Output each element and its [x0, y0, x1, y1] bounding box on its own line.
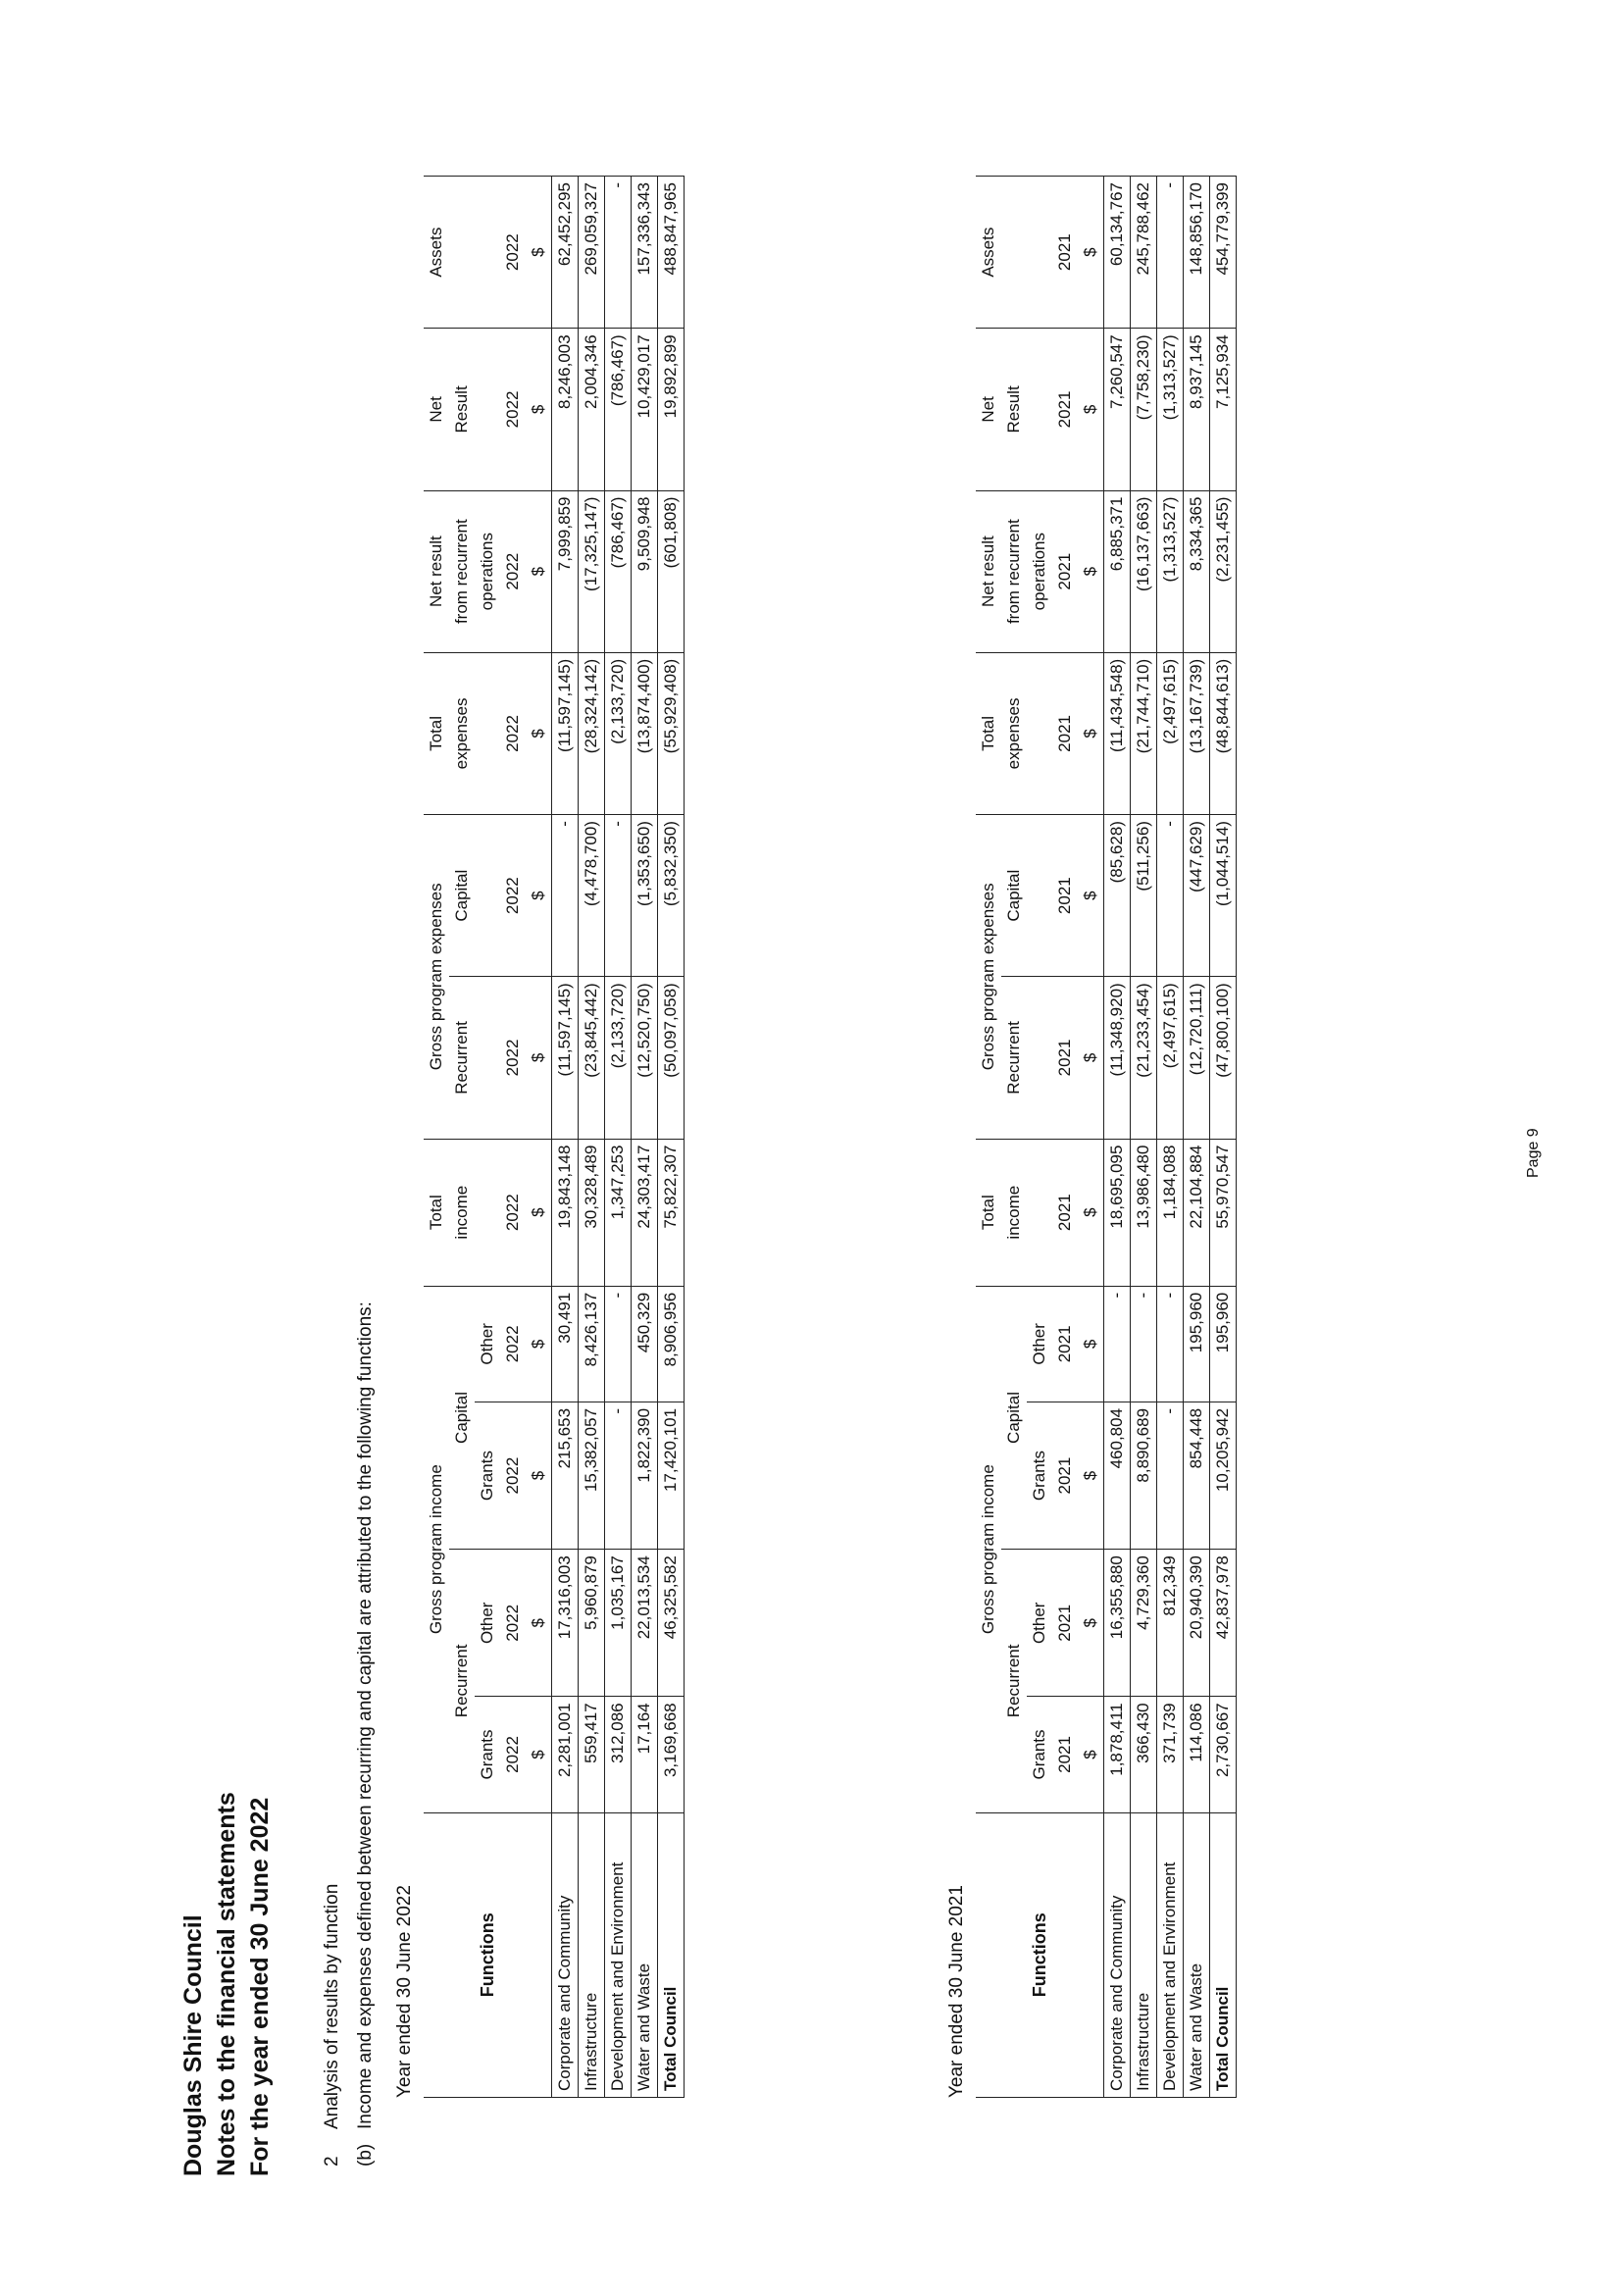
value-cell-nrr: (601,808) [658, 490, 685, 652]
value-cell-as: - [605, 177, 632, 329]
value-cell-ti: 1,184,088 [1157, 1139, 1184, 1286]
assets-subheader-blank [449, 177, 475, 329]
expenses-recurrent-header: Recurrent [1001, 977, 1027, 1139]
doc-period: For the year ended 30 June 2022 [246, 1797, 274, 2176]
value-cell-nr: (786,467) [605, 329, 632, 490]
value-cell-te: (13,167,739) [1184, 652, 1210, 814]
currency-header: $ [1078, 815, 1104, 977]
subsection-text: Income and expenses defined between recurring and capital are attributed to the following functions: [355, 1301, 376, 2129]
currency-header: $ [1078, 977, 1104, 1139]
other-subheader-1: Other [1027, 1550, 1052, 1697]
year-header: 2022 [500, 1286, 526, 1402]
value-cell-co: 195,960 [1210, 1286, 1237, 1402]
value-cell-as: 245,788,462 [1131, 177, 1157, 329]
value-cell-ti: 30,328,489 [579, 1139, 605, 1286]
value-cell-cg: 15,382,057 [579, 1402, 605, 1549]
value-cell-er: (2,497,615) [1157, 977, 1184, 1139]
function-name: Corporate and Community [1104, 1812, 1131, 2097]
net-result-recurrent-header: Net result [424, 490, 449, 652]
total-row [658, 177, 685, 2098]
function-name: Corporate and Community [552, 1812, 579, 2097]
expenses-subheader: expenses [449, 652, 475, 814]
total-row [1210, 177, 1237, 2098]
page-number: Page 9 [1525, 1128, 1542, 1178]
value-cell-ro: 42,837,978 [1210, 1550, 1237, 1697]
total-income-header: Total [976, 1139, 1001, 1286]
value-cell-co: 8,906,956 [658, 1286, 685, 1402]
value-cell-ti: 55,970,547 [1210, 1139, 1237, 1286]
blank-subheader [1027, 177, 1052, 329]
function-name: Development and Environment [605, 1812, 632, 2097]
table-row [1157, 177, 1184, 2098]
value-cell-rg: 312,086 [605, 1697, 632, 1812]
subsection-letter: (b) [355, 2143, 376, 2167]
blank-subheader [1027, 652, 1052, 814]
value-cell-ti: 1,347,253 [605, 1139, 632, 1286]
assets-header: Assets [976, 177, 1001, 329]
currency-header: $ [1078, 1697, 1104, 1812]
results-table-2022 [424, 176, 685, 2098]
value-cell-ti: 13,986,480 [1131, 1139, 1157, 1286]
currency-header: $ [526, 490, 552, 652]
value-cell-ro: 1,035,167 [605, 1550, 632, 1697]
blank-subheader [1027, 329, 1052, 490]
year-header: 2022 [500, 1550, 526, 1697]
value-cell-te: (48,844,613) [1210, 652, 1237, 814]
currency-header: $ [526, 1550, 552, 1697]
income-capital-header: Capital [449, 1286, 475, 1549]
net-result-header: Net [976, 329, 1001, 490]
table-row [605, 177, 632, 2098]
value-cell-cg: 8,890,689 [1131, 1402, 1157, 1549]
value-cell-nrr: 8,334,365 [1184, 490, 1210, 652]
currency-header: $ [526, 815, 552, 977]
value-cell-cg: 215,653 [552, 1402, 579, 1549]
result-subheader: Result [1001, 329, 1027, 490]
value-cell-er: (47,800,100) [1210, 977, 1237, 1139]
gross-income-header: Gross program income [976, 1286, 1001, 1812]
function-name: Water and Waste [632, 1812, 658, 2097]
functions-header: Functions [424, 1812, 552, 2097]
value-cell-rg: 114,086 [1184, 1697, 1210, 1812]
value-cell-nrr: (786,467) [605, 490, 632, 652]
table-2021-caption: Year ended 30 June 2021 [946, 1885, 967, 2098]
function-name: Infrastructure [1131, 1812, 1157, 2097]
value-cell-ti: 19,843,148 [552, 1139, 579, 1286]
section-heading [316, 1301, 382, 2167]
value-cell-rg: 1,878,411 [1104, 1697, 1131, 1812]
blank-subheader [475, 815, 500, 977]
value-cell-ec: - [605, 815, 632, 977]
value-cell-nr: 19,892,899 [658, 329, 685, 490]
currency-header: $ [1078, 652, 1104, 814]
value-cell-co: 195,960 [1184, 1286, 1210, 1402]
currency-header: $ [1078, 1550, 1104, 1697]
value-cell-te: (55,929,408) [658, 652, 685, 814]
value-cell-te: (11,597,145) [552, 652, 579, 814]
value-cell-ec: - [552, 815, 579, 977]
value-cell-rg: 3,169,668 [658, 1697, 685, 1812]
value-cell-as: 60,134,767 [1104, 177, 1131, 329]
grants-subheader-2: Grants [1027, 1402, 1052, 1549]
value-cell-nrr: (17,325,147) [579, 490, 605, 652]
value-cell-ec: - [1157, 815, 1184, 977]
year-header: 2021 [1052, 1402, 1078, 1549]
grants-subheader-0: Grants [475, 1697, 500, 1812]
year-header: 2022 [500, 1402, 526, 1549]
year-header: 2021 [1052, 490, 1078, 652]
value-cell-as: 269,059,327 [579, 177, 605, 329]
table-row [552, 177, 579, 2098]
value-cell-as: 148,856,170 [1184, 177, 1210, 329]
expenses-capital-header: Capital [449, 815, 475, 977]
value-cell-te: (28,324,142) [579, 652, 605, 814]
year-header: 2022 [500, 177, 526, 329]
table-row [1131, 177, 1157, 2098]
value-cell-er: (21,233,454) [1131, 977, 1157, 1139]
value-cell-te: (2,133,720) [605, 652, 632, 814]
currency-header: $ [1078, 490, 1104, 652]
value-cell-ro: 17,316,003 [552, 1550, 579, 1697]
year-header: 2021 [1052, 1697, 1078, 1812]
value-cell-cg: 1,822,390 [632, 1402, 658, 1549]
value-cell-ec: (1,044,514) [1210, 815, 1237, 977]
table-row [1104, 177, 1131, 2098]
function-name: Total Council [658, 1812, 685, 2097]
year-header: 2022 [500, 329, 526, 490]
value-cell-co: 450,329 [632, 1286, 658, 1402]
income-subheader: income [1001, 1139, 1027, 1286]
blank-subheader [475, 977, 500, 1139]
year-header: 2021 [1052, 815, 1078, 977]
year-header: 2022 [500, 652, 526, 814]
year-header: 2021 [1052, 1550, 1078, 1697]
value-cell-as: 488,847,965 [658, 177, 685, 329]
net-result-header: Net [424, 329, 449, 490]
total-expenses-header: Total [976, 652, 1001, 814]
year-header: 2021 [1052, 1139, 1078, 1286]
value-cell-ec: (511,256) [1131, 815, 1157, 977]
table-row [1184, 177, 1210, 2098]
gross-income-header: Gross program income [424, 1286, 449, 1812]
year-header: 2021 [1052, 177, 1078, 329]
currency-header: $ [1078, 329, 1104, 490]
year-header: 2022 [500, 977, 526, 1139]
blank-subheader [1027, 1139, 1052, 1286]
income-recurrent-header: Recurrent [449, 1550, 475, 1812]
value-cell-nrr: 7,999,859 [552, 490, 579, 652]
value-cell-ro: 4,729,360 [1131, 1550, 1157, 1697]
value-cell-er: (11,597,145) [552, 977, 579, 1139]
functions-header: Functions [976, 1812, 1104, 2097]
value-cell-nrr: (1,313,527) [1157, 490, 1184, 652]
assets-subheader-blank [1001, 177, 1027, 329]
value-cell-co: 30,491 [552, 1286, 579, 1402]
value-cell-co: - [1104, 1286, 1131, 1402]
value-cell-nrr: (16,137,663) [1131, 490, 1157, 652]
other-subheader-3: Other [1027, 1286, 1052, 1402]
grants-subheader-2: Grants [475, 1402, 500, 1549]
value-cell-te: (2,497,615) [1157, 652, 1184, 814]
value-cell-as: - [1157, 177, 1184, 329]
value-cell-as: 62,452,295 [552, 177, 579, 329]
expenses-recurrent-header: Recurrent [449, 977, 475, 1139]
currency-header: $ [1078, 1139, 1104, 1286]
currency-header: $ [1078, 1286, 1104, 1402]
table-row [632, 177, 658, 2098]
currency-header: $ [526, 652, 552, 814]
value-cell-rg: 366,430 [1131, 1697, 1157, 1812]
function-name: Infrastructure [579, 1812, 605, 2097]
currency-header: $ [526, 1697, 552, 1812]
value-cell-ti: 24,303,417 [632, 1139, 658, 1286]
value-cell-er: (50,097,058) [658, 977, 685, 1139]
results-table-2021 [976, 176, 1237, 2098]
grants-subheader-0: Grants [1027, 1697, 1052, 1812]
value-cell-rg: 2,281,001 [552, 1697, 579, 1812]
expenses-capital-header: Capital [1001, 815, 1027, 977]
value-cell-cg: 460,804 [1104, 1402, 1131, 1549]
from-recurrent-subheader: from recurrent [449, 490, 475, 652]
operations-subheader: operations [475, 490, 500, 652]
value-cell-nrr: 6,885,371 [1104, 490, 1131, 652]
total-income-header: Total [424, 1139, 449, 1286]
value-cell-er: (12,720,111) [1184, 977, 1210, 1139]
value-cell-ec: (1,353,650) [632, 815, 658, 977]
currency-header: $ [1078, 1402, 1104, 1549]
year-header: 2022 [500, 1697, 526, 1812]
value-cell-co: 8,426,137 [579, 1286, 605, 1402]
value-cell-ro: 16,355,880 [1104, 1550, 1131, 1697]
value-cell-cg: - [605, 1402, 632, 1549]
value-cell-rg: 371,739 [1157, 1697, 1184, 1812]
year-header: 2022 [500, 815, 526, 977]
document-header [177, 1792, 277, 2176]
table-row [579, 177, 605, 2098]
section-number: 2 [322, 2156, 342, 2167]
result-subheader: Result [449, 329, 475, 490]
value-cell-cg: 10,205,942 [1210, 1402, 1237, 1549]
value-cell-rg: 2,730,667 [1210, 1697, 1237, 1812]
value-cell-ec: (85,628) [1104, 815, 1131, 977]
function-name: Water and Waste [1184, 1812, 1210, 2097]
value-cell-ti: 22,104,884 [1184, 1139, 1210, 1286]
year-header: 2021 [1052, 1286, 1078, 1402]
value-cell-cg: 854,448 [1184, 1402, 1210, 1549]
gross-expenses-header: Gross program expenses [976, 815, 1001, 1140]
assets-header: Assets [424, 177, 449, 329]
blank-subheader [475, 1139, 500, 1286]
value-cell-nr: 2,004,346 [579, 329, 605, 490]
gross-expenses-header: Gross program expenses [424, 815, 449, 1140]
net-result-recurrent-header: Net result [976, 490, 1001, 652]
value-cell-ec: (5,832,350) [658, 815, 685, 977]
currency-header: $ [526, 1286, 552, 1402]
value-cell-nr: 7,125,934 [1210, 329, 1237, 490]
other-subheader-1: Other [475, 1550, 500, 1697]
income-recurrent-header: Recurrent [1001, 1550, 1027, 1812]
blank-subheader [1027, 815, 1052, 977]
value-cell-cg: - [1157, 1402, 1184, 1549]
value-cell-ti: 75,822,307 [658, 1139, 685, 1286]
total-expenses-header: Total [424, 652, 449, 814]
section-title: Analysis of results by function [322, 1883, 342, 2129]
value-cell-rg: 559,417 [579, 1697, 605, 1812]
value-cell-as: 157,336,343 [632, 177, 658, 329]
value-cell-nr: (7,758,230) [1131, 329, 1157, 490]
table-2022-caption: Year ended 30 June 2022 [394, 1885, 415, 2098]
value-cell-ec: (447,629) [1184, 815, 1210, 977]
value-cell-er: (11,348,920) [1104, 977, 1131, 1139]
blank-subheader [475, 177, 500, 329]
org-name: Douglas Shire Council [179, 1914, 207, 2176]
operations-subheader: operations [1027, 490, 1052, 652]
value-cell-co: - [1131, 1286, 1157, 1402]
function-name: Total Council [1210, 1812, 1237, 2097]
value-cell-as: 454,779,399 [1210, 177, 1237, 329]
value-cell-nr: 8,246,003 [552, 329, 579, 490]
currency-header: $ [1078, 177, 1104, 329]
currency-header: $ [526, 1402, 552, 1549]
value-cell-rg: 17,164 [632, 1697, 658, 1812]
value-cell-ec: (4,478,700) [579, 815, 605, 977]
value-cell-nrr: 9,509,948 [632, 490, 658, 652]
from-recurrent-subheader: from recurrent [1001, 490, 1027, 652]
value-cell-te: (21,744,710) [1131, 652, 1157, 814]
value-cell-cg: 17,420,101 [658, 1402, 685, 1549]
income-capital-header: Capital [1001, 1286, 1027, 1549]
other-subheader-3: Other [475, 1286, 500, 1402]
income-subheader: income [449, 1139, 475, 1286]
value-cell-ro: 20,940,390 [1184, 1550, 1210, 1697]
blank-subheader [1027, 977, 1052, 1139]
value-cell-te: (13,874,400) [632, 652, 658, 814]
currency-header: $ [526, 977, 552, 1139]
value-cell-nr: (1,313,527) [1157, 329, 1184, 490]
currency-header: $ [526, 1139, 552, 1286]
value-cell-nr: 10,429,017 [632, 329, 658, 490]
value-cell-nr: 7,260,547 [1104, 329, 1131, 490]
currency-header: $ [526, 177, 552, 329]
function-name: Development and Environment [1157, 1812, 1184, 2097]
value-cell-co: - [605, 1286, 632, 1402]
year-header: 2021 [1052, 652, 1078, 814]
blank-subheader [475, 652, 500, 814]
value-cell-ro: 22,013,534 [632, 1550, 658, 1697]
year-header: 2022 [500, 490, 526, 652]
doc-title: Notes to the financial statements [213, 1792, 240, 2176]
year-header: 2022 [500, 1139, 526, 1286]
value-cell-ro: 812,349 [1157, 1550, 1184, 1697]
value-cell-nr: 8,937,145 [1184, 329, 1210, 490]
value-cell-co: - [1157, 1286, 1184, 1402]
currency-header: $ [526, 329, 552, 490]
value-cell-er: (23,845,442) [579, 977, 605, 1139]
value-cell-ro: 5,960,879 [579, 1550, 605, 1697]
value-cell-ti: 18,695,095 [1104, 1139, 1131, 1286]
expenses-subheader: expenses [1001, 652, 1027, 814]
value-cell-te: (11,434,548) [1104, 652, 1131, 814]
year-header: 2021 [1052, 977, 1078, 1139]
blank-subheader [475, 329, 500, 490]
value-cell-nrr: (2,231,455) [1210, 490, 1237, 652]
value-cell-er: (2,133,720) [605, 977, 632, 1139]
value-cell-ro: 46,325,582 [658, 1550, 685, 1697]
year-header: 2021 [1052, 329, 1078, 490]
value-cell-er: (12,520,750) [632, 977, 658, 1139]
